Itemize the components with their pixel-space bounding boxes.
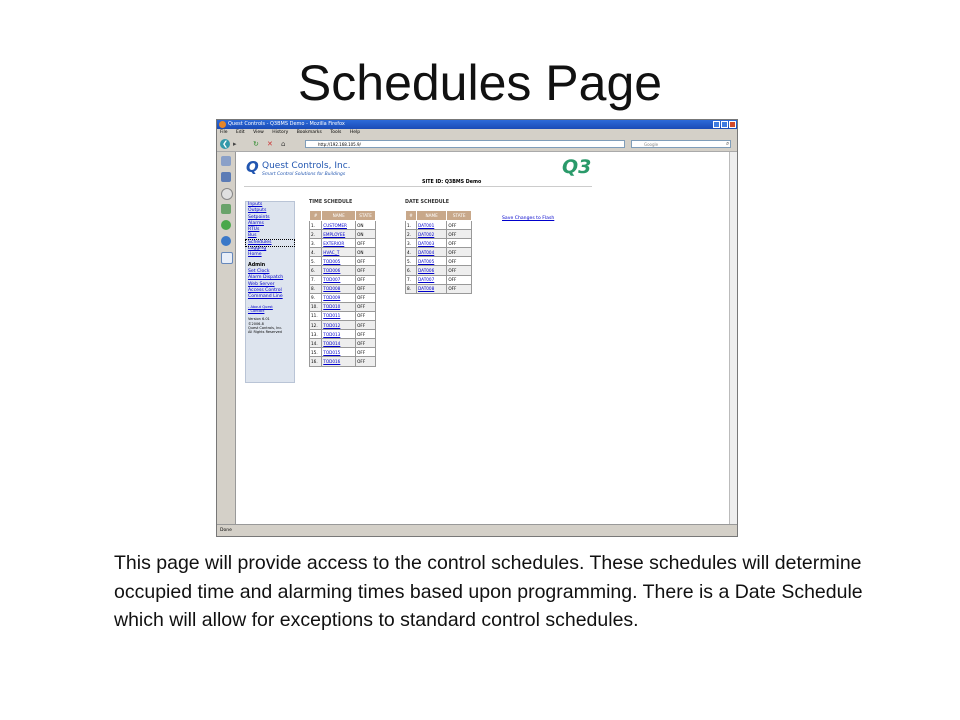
schedule-state: OFF: [356, 311, 376, 320]
home-page-icon[interactable]: [221, 204, 231, 214]
schedule-state: OFF: [356, 348, 376, 357]
schedule-name-link[interactable]: TOD016: [322, 357, 356, 366]
row-number: 5.: [406, 257, 417, 266]
nav-setpoints[interactable]: Setpoints: [248, 214, 270, 220]
schedule-name-link[interactable]: CUSTOMER: [322, 221, 356, 230]
schedule-name-link[interactable]: TOD009: [322, 293, 356, 302]
table-row: [310, 330, 376, 339]
schedule-name-link[interactable]: DAT008: [417, 284, 447, 293]
table-row: [310, 302, 376, 311]
nav-contact[interactable]: - Contact: [248, 309, 265, 314]
schedule-state: OFF: [447, 239, 472, 248]
row-number: 16.: [310, 357, 322, 366]
nav-bus[interactable]: Bus: [248, 233, 257, 239]
nav-command-line[interactable]: Command Line: [248, 294, 283, 300]
table-row: [406, 266, 472, 275]
table-row: [406, 221, 472, 230]
quest-logo-mark: Q: [246, 158, 259, 176]
schedule-name-link[interactable]: TOD012: [322, 321, 356, 330]
table-row: [406, 275, 472, 284]
table-row: [310, 284, 376, 293]
menu-file[interactable]: File: [220, 130, 228, 135]
home-icon[interactable]: ⌂: [281, 140, 286, 148]
forward-icon[interactable]: ▸: [233, 140, 237, 148]
schedule-state: OFF: [447, 257, 472, 266]
refresh-icon[interactable]: ↻: [253, 140, 259, 148]
time-schedule-heading: TIME SCHEDULE: [309, 200, 353, 205]
schedule-name-link[interactable]: DAT001: [417, 221, 447, 230]
search-icon[interactable]: ⌕: [726, 140, 730, 147]
save-changes-link[interactable]: Save Changes to Flash: [502, 216, 555, 221]
row-number: 14.: [310, 339, 322, 348]
menu-view[interactable]: View: [253, 130, 264, 135]
puzzle-icon[interactable]: [221, 220, 231, 230]
row-number: 6.: [406, 266, 417, 275]
nav-outputs[interactable]: Outputs: [248, 208, 267, 214]
schedule-name-link[interactable]: TOD008: [322, 284, 356, 293]
stop-icon[interactable]: ✕: [267, 140, 273, 148]
nav-rtus[interactable]: RTUs: [248, 227, 260, 233]
schedule-state: OFF: [356, 275, 376, 284]
sidebar-bookmark-icon[interactable]: [221, 172, 231, 182]
window-titlebar: [217, 120, 737, 129]
schedule-state: OFF: [356, 321, 376, 330]
schedule-name-link[interactable]: DAT004: [417, 248, 447, 257]
menu-edit[interactable]: Edit: [235, 130, 245, 135]
company-name: Quest Controls, Inc.: [262, 161, 351, 171]
nav-home[interactable]: Home: [248, 252, 262, 258]
navigation-toolbar: [217, 137, 737, 152]
table-row: [310, 348, 376, 357]
page-nav-menu: [245, 201, 295, 383]
schedule-name-link[interactable]: EMPLOYEE: [322, 230, 356, 239]
row-number: 8.: [310, 284, 322, 293]
web-page-content: [236, 152, 731, 524]
site-id: SITE ID: Q3BMS Demo: [422, 180, 482, 185]
table-row: [406, 239, 472, 248]
date-schedule-heading: DATE SCHEDULE: [405, 200, 450, 205]
schedule-name-link[interactable]: HVAC_T: [322, 248, 356, 257]
table-row: [310, 357, 376, 366]
schedule-state: OFF: [356, 257, 376, 266]
schedule-state: OFF: [356, 293, 376, 302]
schedule-state: OFF: [356, 239, 376, 248]
nav-schedules[interactable]: Schedules: [246, 240, 294, 246]
menu-history[interactable]: History: [272, 130, 289, 135]
site-header: [244, 156, 592, 187]
table-row: [310, 275, 376, 284]
schedule-state: ON: [356, 230, 376, 239]
nav-access-control[interactable]: Access Control: [248, 288, 282, 294]
row-number: 3.: [406, 239, 417, 248]
row-number: 2.: [310, 230, 322, 239]
schedule-name-link[interactable]: DAT007: [417, 275, 447, 284]
table-row: [406, 257, 472, 266]
row-number: 3.: [310, 239, 322, 248]
table-row: [310, 239, 376, 248]
column-header: NAME: [417, 211, 447, 221]
menu-bookmarks[interactable]: Bookmarks: [296, 130, 322, 135]
nav-alarm-dispatch[interactable]: Alarm Dispatch: [248, 275, 284, 281]
nav-inputs[interactable]: Inputs: [248, 202, 263, 207]
browser-sidebar: [217, 152, 236, 524]
schedule-state: OFF: [447, 275, 472, 284]
close-button[interactable]: [729, 121, 736, 128]
row-number: 5.: [310, 257, 322, 266]
table-row: [310, 321, 376, 330]
row-number: 4.: [406, 248, 417, 257]
nav-logging[interactable]: Logging: [248, 246, 267, 252]
search-field[interactable]: Google: [631, 140, 731, 148]
row-number: 7.: [310, 275, 322, 284]
schedule-state: OFF: [356, 330, 376, 339]
schedule-name-link[interactable]: EXTERIOR: [322, 239, 356, 248]
row-number: 6.: [310, 266, 322, 275]
schedule-name-link[interactable]: DAT006: [417, 266, 447, 275]
minimize-button[interactable]: [713, 121, 720, 128]
menu-help[interactable]: Help: [349, 130, 361, 135]
schedule-name-link[interactable]: TOD013: [322, 330, 356, 339]
version-info: Version 6.01 ©2006-8 Quest Controls, Inc. All Rights Reserved: [248, 317, 283, 335]
date-schedule-table: [405, 210, 472, 294]
row-number: 7.: [406, 275, 417, 284]
schedule-name-link[interactable]: TOD005: [322, 257, 356, 266]
table-row: [406, 248, 472, 257]
schedule-name-link[interactable]: TOD006: [322, 266, 356, 275]
table-row: [406, 284, 472, 293]
row-number: 1.: [406, 221, 417, 230]
schedule-name-link[interactable]: TOD010: [322, 302, 356, 311]
menu-tools[interactable]: Tools: [330, 130, 342, 135]
vertical-scrollbar[interactable]: [729, 152, 737, 524]
schedule-name-link[interactable]: TOD015: [322, 348, 356, 357]
nav-alarms[interactable]: Alarms: [248, 220, 264, 226]
schedule-name-link[interactable]: TOD011: [322, 311, 356, 320]
slide-title: Schedules Page: [297, 55, 663, 111]
time-schedule-table: [309, 210, 376, 367]
company-tagline: Smart Control Solutions for Buildings: [262, 172, 346, 177]
menu-bar: [217, 129, 737, 137]
schedule-name-link[interactable]: DAT003: [417, 239, 447, 248]
row-number: 4.: [310, 248, 322, 257]
schedule-state: OFF: [356, 284, 376, 293]
window-title: Quest Controls - Q3BMS Demo - Mozilla Firefox: [228, 121, 345, 127]
row-number: 13.: [310, 330, 322, 339]
info-icon[interactable]: [221, 252, 233, 264]
slide-body-text: This page will provide access to the control schedules. These schedules will determine occupied time and alarming times based upon programming. There is a Date Schedule which will allow for exceptions to standard control schedules.: [114, 552, 863, 631]
row-number: 2.: [406, 230, 417, 239]
table-row: [310, 293, 376, 302]
address-bar[interactable]: http://192.168.105.9/: [305, 140, 625, 148]
table-row: [310, 230, 376, 239]
column-header: STATE: [356, 211, 376, 221]
table-row: [310, 221, 376, 230]
schedule-name-link[interactable]: DAT002: [417, 230, 447, 239]
q3-logo: Q3: [562, 156, 592, 178]
table-row: [310, 248, 376, 257]
nav-set-clock[interactable]: Set Clock: [248, 269, 270, 275]
schedule-state: OFF: [447, 248, 472, 257]
row-number: 12.: [310, 321, 322, 330]
table-row: [310, 339, 376, 348]
schedule-state: ON: [356, 221, 376, 230]
nav-about-quest[interactable]: - About Quest: [248, 304, 273, 309]
row-number: 11.: [310, 311, 322, 320]
back-icon[interactable]: ❮: [220, 139, 230, 149]
schedule-state: OFF: [356, 302, 376, 311]
gear-icon[interactable]: [221, 236, 231, 246]
firefox-icon: [219, 121, 226, 128]
schedule-state: OFF: [356, 357, 376, 366]
schedule-state: ON: [356, 248, 376, 257]
column-header: #: [310, 211, 322, 221]
browser-screenshot: [216, 119, 738, 537]
schedule-name-link[interactable]: DAT005: [417, 257, 447, 266]
schedule-state: OFF: [356, 339, 376, 348]
status-bar: Done: [217, 524, 737, 536]
schedule-state: OFF: [447, 266, 472, 275]
clock-icon[interactable]: [221, 188, 233, 200]
column-header: #: [406, 211, 417, 221]
row-number: 15.: [310, 348, 322, 357]
schedule-name-link[interactable]: TOD007: [322, 275, 356, 284]
table-row: [310, 311, 376, 320]
column-header: NAME: [322, 211, 356, 221]
table-row: [310, 257, 376, 266]
maximize-button[interactable]: [721, 121, 728, 128]
table-row: [310, 266, 376, 275]
schedule-state: OFF: [447, 284, 472, 293]
row-number: 8.: [406, 284, 417, 293]
table-row: [406, 230, 472, 239]
nav-web-server[interactable]: Web Server: [248, 281, 275, 287]
row-number: 10.: [310, 302, 322, 311]
schedule-name-link[interactable]: TOD014: [322, 339, 356, 348]
schedule-state: OFF: [447, 221, 472, 230]
column-header: STATE: [447, 211, 472, 221]
schedule-state: OFF: [447, 230, 472, 239]
sidebar-tool-icon[interactable]: [221, 156, 231, 166]
row-number: 1.: [310, 221, 322, 230]
admin-heading: Admin: [248, 262, 266, 268]
row-number: 9.: [310, 293, 322, 302]
schedule-state: OFF: [356, 266, 376, 275]
